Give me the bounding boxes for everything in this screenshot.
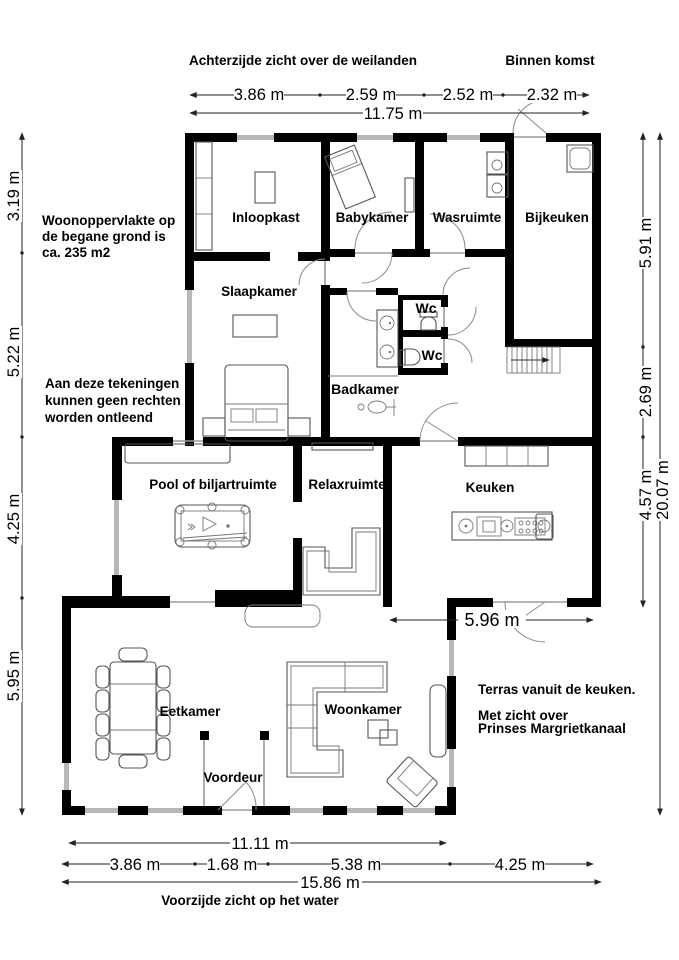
label-woonkamer: Woonkamer — [324, 702, 402, 717]
dim-left-3: 4.25 m — [5, 493, 23, 545]
label-wc1: Wc — [415, 300, 437, 316]
wasruimte-appliances — [487, 152, 508, 197]
label-badkamer: Badkamer — [331, 381, 399, 397]
dim-right-2: 2.69 m — [637, 366, 655, 418]
dim-top-4: 2.32 m — [526, 86, 578, 104]
dim-bottom-total: 15.86 m — [300, 874, 360, 892]
label-wc2: Wc — [421, 347, 443, 363]
label-keuken: Keuken — [465, 480, 515, 495]
badkamer-fixtures — [328, 310, 398, 416]
dim-right-total: 20.07 m — [654, 460, 672, 520]
babykamer-crib — [325, 145, 376, 209]
dim-left-4: 5.95 m — [5, 650, 23, 702]
label-eetkamer: Eetkamer — [159, 704, 221, 719]
pool-table — [125, 444, 250, 549]
dim-bottom-3: 5.38 m — [330, 856, 382, 874]
babykamer-shelf — [405, 178, 414, 212]
slaapkamer-furniture — [203, 315, 310, 441]
dim-right-3: 4.57 m — [637, 469, 655, 521]
label-inloopkast: Inloopkast — [232, 210, 300, 225]
note-entrance: Binnen komst — [505, 53, 595, 68]
label-slaapkamer: Slaapkamer — [221, 284, 297, 299]
note-disclaimer-1: Aan deze tekeningen — [45, 376, 180, 391]
note-disclaimer-3: worden ontleend — [45, 410, 153, 425]
dim-right-1: 5.91 m — [637, 217, 655, 269]
dim-kitchen-width: 5.96 m — [464, 610, 520, 630]
label-relax: Relaxruimte — [308, 477, 386, 492]
bijkeuken-counter — [567, 145, 593, 172]
label-pool: Pool of biljartruimte — [149, 477, 277, 492]
note-disclaimer-2: kunnen geen rechten — [45, 393, 181, 408]
woonkamer-bench — [430, 685, 446, 757]
note-area-2: de begane grond is — [42, 229, 166, 244]
note-area-1: Woonoppervlakte op — [42, 213, 176, 228]
dim-top-total: 11.75 m — [363, 105, 423, 123]
label-bijkeuken: Bijkeuken — [525, 210, 589, 225]
note-terrace-2: Met zicht over — [478, 708, 569, 723]
keuken-counter — [465, 446, 548, 466]
dim-top-3: 2.52 m — [442, 86, 494, 104]
woonkamer-armchair — [386, 756, 438, 808]
dim-left-1: 3.19 m — [5, 170, 23, 222]
note-area-3: ca. 235 m2 — [42, 245, 111, 260]
note-back-view: Achterzijde zicht over de weilanden — [188, 53, 418, 68]
note-terrace-1: Terras vanuit de keuken. — [478, 682, 636, 697]
woonkamer-side-table — [368, 720, 397, 745]
doormat — [245, 605, 320, 627]
dim-bottom-1: 3.86 m — [109, 856, 161, 874]
dim-top-2: 2.59 m — [345, 86, 397, 104]
dim-top-1: 3.86 m — [233, 86, 285, 104]
note-front-view: Voorzijde zicht op het water — [161, 893, 339, 908]
label-babykamer: Babykamer — [335, 210, 409, 225]
relax-sofa — [303, 443, 380, 595]
label-wasruimte: Wasruimte — [432, 210, 502, 225]
stairs — [507, 347, 560, 373]
label-voordeur: Voordeur — [203, 770, 263, 785]
dim-left-2: 5.22 m — [5, 326, 23, 378]
inloopkast-furniture — [196, 142, 275, 250]
room-labels — [149, 210, 589, 785]
note-terrace-3: Prinses Margrietkanaal — [478, 721, 626, 736]
dim-bottom-2: 1.68 m — [206, 856, 258, 874]
dim-bottom-4: 4.25 m — [494, 856, 546, 874]
keuken-island — [452, 512, 553, 540]
dim-bottom-inner: 11.11 m — [231, 835, 289, 853]
